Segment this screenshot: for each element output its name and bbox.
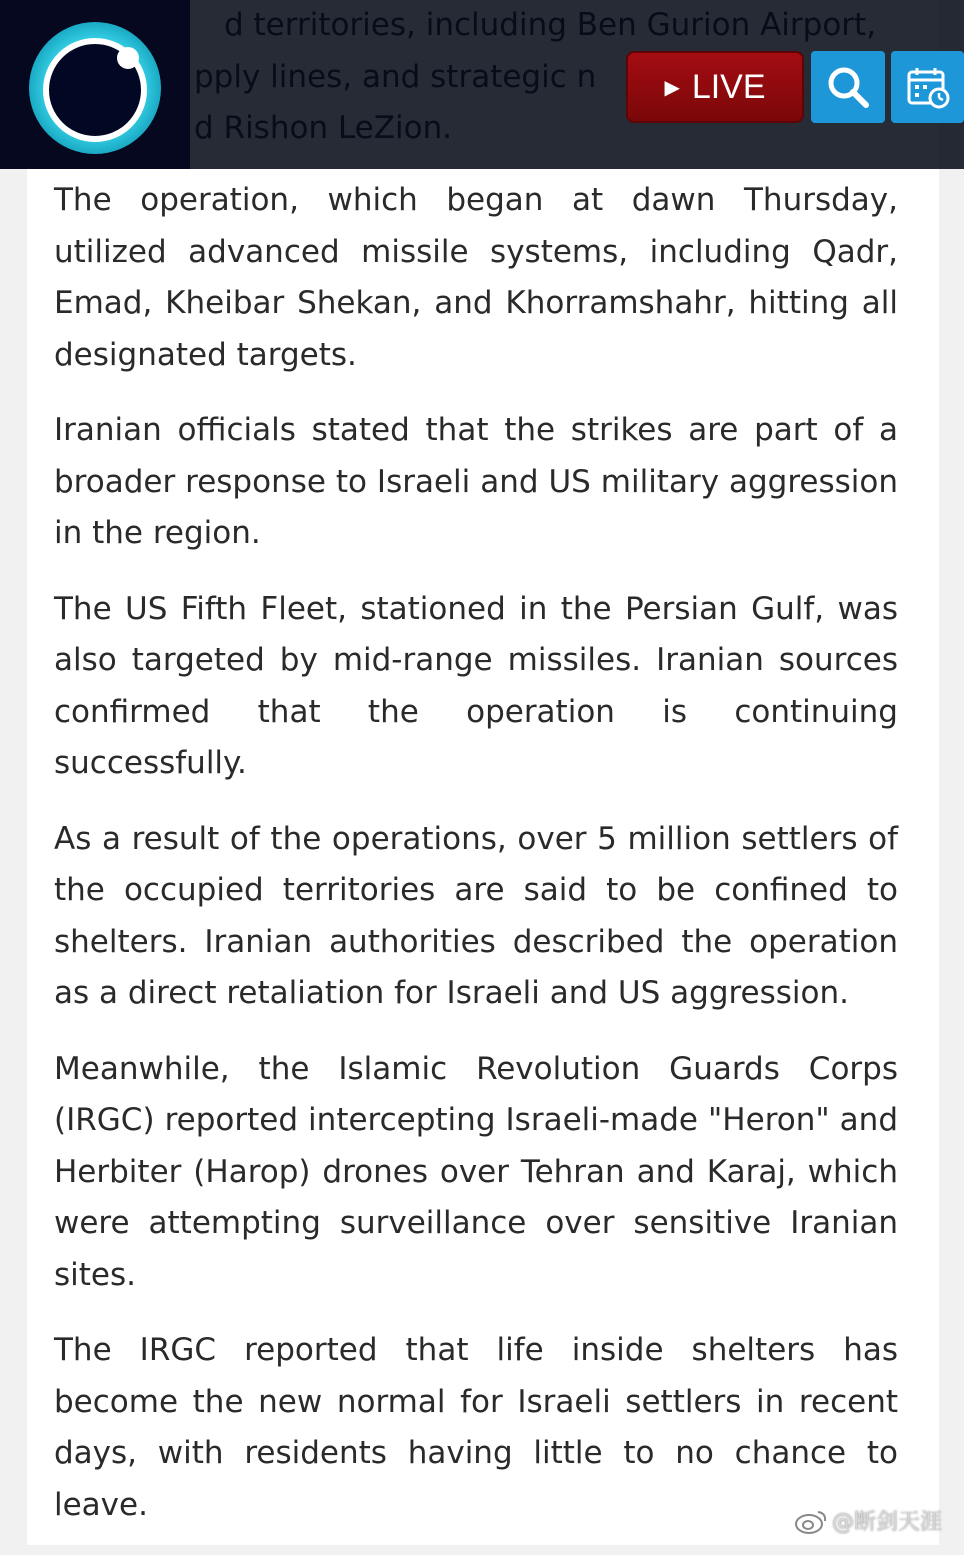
logo-link[interactable] (0, 0, 190, 169)
search-button[interactable] (811, 51, 885, 123)
site-logo-icon (27, 20, 163, 156)
calendar-clock-icon (906, 65, 950, 109)
search-icon (826, 65, 870, 109)
article-paragraph: The operation, which began at dawn Thursday, utilized advanced missile systems, including Qadr, Emad, Kheibar Shekan, and Khorramshahr, hitting all designated targets. (54, 182, 898, 373)
play-triangle-icon: ▶ (664, 76, 680, 99)
article-paragraph: The IRGC reported that life inside shelters has become the new normal for Israeli settlers in recent days, with residents having little to no chance to leave. (54, 1332, 898, 1523)
article-paragraph: The US Fifth Fleet, stationed in the Persian Gulf, was also targeted by mid-range missiles. Iranian sources confirmed that the operation is continuing successfully. (54, 590, 898, 781)
weibo-icon (794, 1508, 828, 1534)
live-label: LIVE (691, 67, 766, 106)
article-paragraph: Meanwhile, the Islamic Revolution Guards Corps (IRGC) reported intercepting Israeli-made "Heron" and Herbiter (Harop) drones over Tehran and Karaj, which were attempting surveillance over sensitive Iranian sites. (54, 1050, 898, 1293)
article-paragraph: As a result of the operations, over 5 million settlers of the occupied territories are said to be confined to shelters. Iranian authorities described the operation as a direct retaliation for Israeli and US aggression. (54, 820, 898, 1011)
live-button[interactable] (626, 51, 804, 123)
site-header (0, 0, 964, 169)
watermark-text: @断剑天涯 (832, 1510, 943, 1535)
article-content (54, 175, 898, 1555)
schedule-button[interactable] (891, 51, 964, 123)
article-paragraph: Iranian officials stated that the strikes are part of a broader response to Israeli and US military aggression in the region. (54, 412, 898, 551)
watermark (794, 1505, 942, 1536)
